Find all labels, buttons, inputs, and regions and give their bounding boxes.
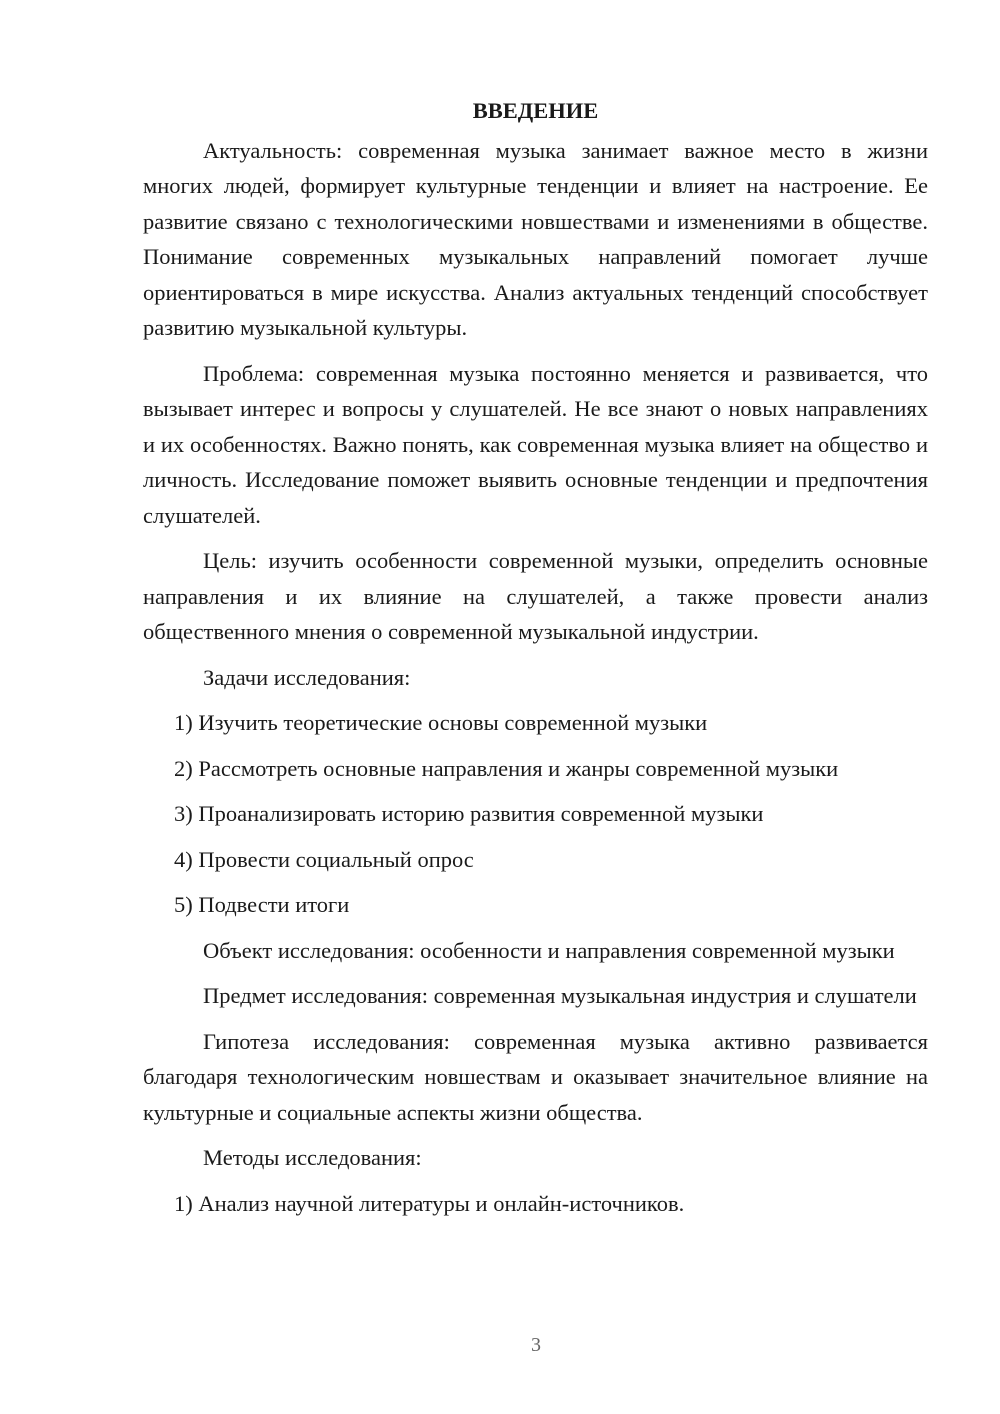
object-paragraph: Объект исследования: особенности и направления современной музыки	[203, 937, 895, 963]
goal-paragraph: Цель: изучить особенности современной музыки, определить основные направления и их влияние на слушателей, а также провести анализ общественного мнения о современной музыкальной индустрии.	[143, 548, 928, 644]
problem-paragraph: Проблема: современная музыка постоянно меняется и развивается, что вызывает интерес и вопросы у слушателей. Не все знают о новых направлениях и их особенностях. Важно понять, как современная музыка влияет на общество и личность. Исследование поможет выявить основные тенденции и предпочтения слушателей.	[143, 360, 928, 528]
task-item: 4) Провести социальный опрос	[174, 846, 474, 872]
task-item: 2) Рассмотреть основные направления и жанры современной музыки	[174, 755, 839, 781]
hypothesis-paragraph: Гипотеза исследования: современная музыка активно развивается благодаря технологическим новшествам и оказывает значительное влияние на культурные и социальные аспекты жизни общества.	[143, 1028, 928, 1125]
relevance-paragraph: Актуальность: современная музыка занимает важное место в жизни многих людей, формирует культурные тенденции и влияет на настроение. Ее развитие связано с технологическими новшествами и изменениями в обществе. Понимание современных музыкальных направлений помогает лучше ориентироваться в мире искусства. Анализ актуальных тенденций способствует развитию музыкальной культуры.	[143, 137, 928, 340]
method-item: 1) Анализ научной литературы и онлайн-источников.	[174, 1190, 685, 1216]
methods-heading: Методы исследования:	[203, 1145, 422, 1170]
tasks-heading: Задачи исследования:	[203, 664, 411, 690]
task-item: 3) Проанализировать историю развития современной музыки	[174, 801, 764, 826]
task-item: 1) Изучить теоретические основы современной музыки	[174, 710, 708, 735]
task-item: 5) Подвести итоги	[174, 892, 350, 917]
subject-paragraph: Предмет исследования: современная музыкальная индустрия и слушатели	[203, 983, 917, 1008]
page-title: ВВЕДЕНИЕ	[472, 98, 599, 123]
page-number: 3	[531, 1334, 541, 1356]
page-content	[143, 93, 928, 1231]
